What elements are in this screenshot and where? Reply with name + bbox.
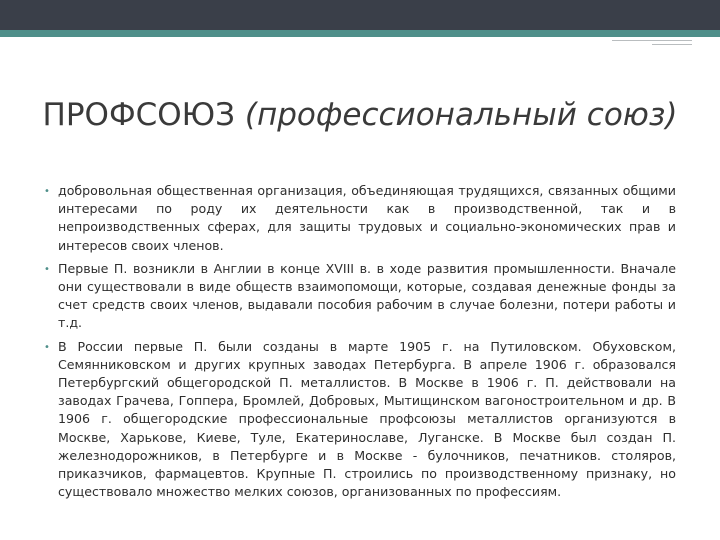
list-item	[44, 338, 676, 502]
slide-title	[40, 92, 680, 138]
accent-stripe	[0, 30, 720, 37]
title-italic: (профессиональный союз)	[244, 97, 678, 133]
bullet-icon: •	[44, 341, 50, 353]
bullet-icon: •	[44, 186, 50, 197]
title-main: ПРОФСОЮЗ	[42, 97, 236, 133]
decorative-line	[612, 40, 692, 41]
bullet-list	[44, 182, 676, 506]
list-item	[44, 182, 676, 255]
decorative-line	[652, 44, 692, 45]
list-item	[44, 260, 676, 333]
bullet-text: добровольная общественная организация, объединяющая трудящихся, связанных общими интересами по роду их деятельности как в производственной, так и в непроизводственных сферах, для защиты трудовых и социально-экономических прав и интересов своих членов.	[58, 183, 676, 253]
bullet-text: В России первые П. были созданы в марте 1905 г. на Путиловском. Обуховском, Семянниковском и других крупных заводах Петербурга. В апреле 1906 г. образовался Петербургский общегородской П. металлистов. В Москве в 1906 г. П. действовали на заводах Грачева, Гоппера, Бромлей, Добровых, Мытищинском вагоностроительном и др. В 1906 г. общегородские профессиональные профсоюзы металлистов организуются в Москве, Харькове, Киеве, Туле, Екатеринославе, Луганске. В Москве был создан П. железнодорожников, в Петербурге и в Москве - булочников, печатников. столяров, приказчиков, фармацевтов. Крупные П. строились по производственному признаку, но существовало множество мелких союзов, организованных по профессиям.	[58, 338, 676, 500]
bullet-text: Первые П. возникли в Англии в конце XVIII в. в ходе развития промышленности. Вначале они существовали в виде обществ взаимопомощи, которые, создавая денежные фонды за счет средств своих членов, выдавали пособия рабочим в случае болезни, потери работы и т.д.	[58, 260, 676, 331]
header-bar	[0, 0, 720, 30]
bullet-icon: •	[44, 263, 50, 275]
